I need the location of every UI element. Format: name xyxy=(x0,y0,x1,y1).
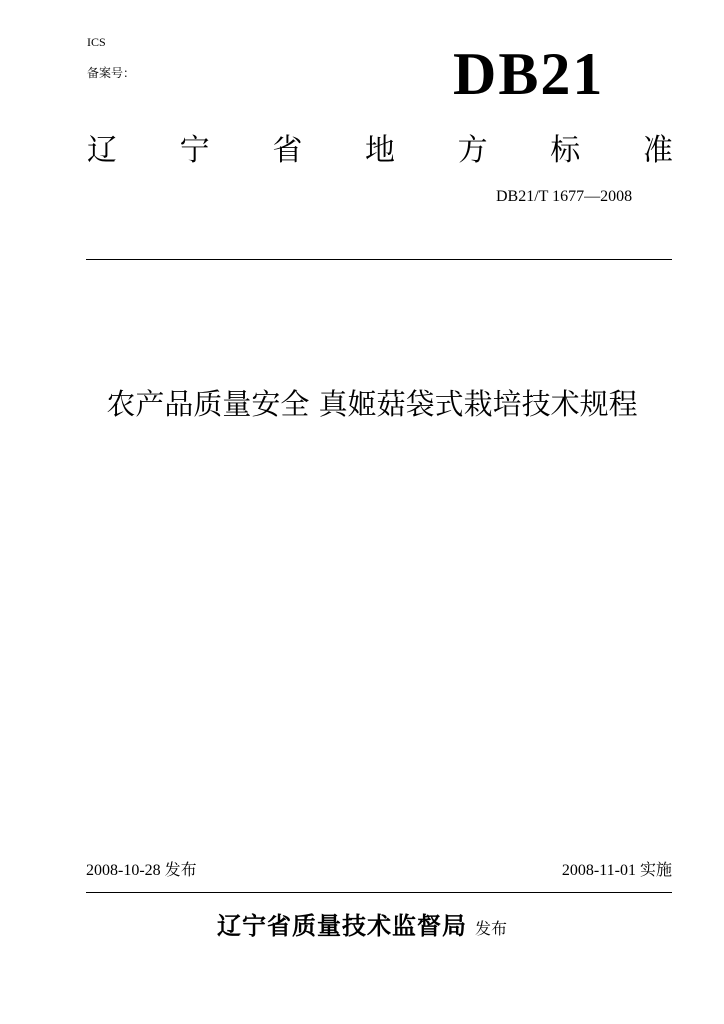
standard-type xyxy=(87,133,673,169)
standard-type-char: 方 xyxy=(457,133,488,168)
document-title: 农产品质量安全 真姬菇袋式栽培技术规程 xyxy=(106,387,638,421)
ics-label: ICS xyxy=(87,35,106,49)
implementation-date: 2008-11-01 实施 xyxy=(561,862,672,879)
filing-number-label: 备案号： xyxy=(87,66,136,80)
standard-type-char: 地 xyxy=(364,133,395,168)
standard-type-char: 省 xyxy=(272,133,303,168)
issue-date: 2008-10-28 发布 xyxy=(86,862,197,879)
standard-code: DB21 xyxy=(453,41,605,107)
issuing-authority: 辽宁省质量技术监督局 xyxy=(216,912,467,940)
standard-type-char: 准 xyxy=(642,133,673,168)
bottom-divider xyxy=(86,892,672,893)
standard-type-char: 标 xyxy=(550,133,581,168)
standard-number: DB21/T 1677—2008 xyxy=(496,188,633,205)
issued-label: 发布 xyxy=(474,919,507,938)
standard-type-char: 宁 xyxy=(179,133,210,168)
top-divider xyxy=(86,259,672,260)
issuer-line xyxy=(0,906,724,941)
standard-type-char: 辽 xyxy=(87,133,117,168)
